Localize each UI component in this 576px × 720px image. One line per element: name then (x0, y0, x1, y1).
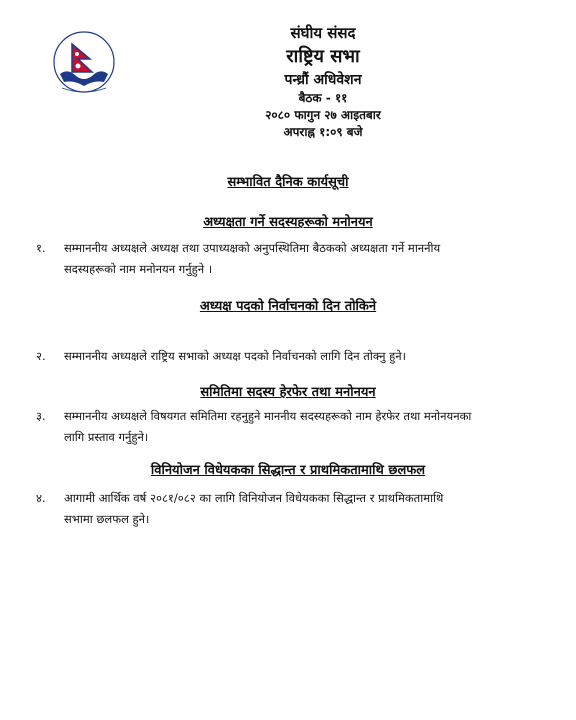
item-number: २. (36, 349, 46, 363)
header-time: अपराह्न १:०९ बजे (283, 125, 363, 139)
item-text-continued: सदस्यहरूको नाम मनोनयन गर्नुहुने । (64, 262, 213, 276)
agenda-item (36, 488, 522, 530)
item-text-continued: लागि प्रस्ताव गर्नुहुने। (64, 430, 149, 444)
item-text: सम्माननीय अध्यक्षले अध्यक्ष तथा उपाध्यक्षको अनुपस्थितिमा बैठकको अध्यक्षता गर्ने माननीय (64, 241, 441, 255)
header-assembly: राष्ट्रिय सभा (286, 46, 360, 67)
item-number: १. (36, 241, 46, 255)
agenda-item (36, 346, 522, 367)
section-title: विनियोजन विधेयकका सिद्धान्त र प्राथमिकतामाथि छलफल (150, 463, 426, 478)
item-number: ३. (36, 409, 46, 423)
header-date: २०८० फागुन २७ आइतबार (265, 108, 381, 122)
header-session: पन्ध्रौं अधिवेशन (284, 72, 362, 88)
section-title: समितिमा सदस्य हेरफेर तथा मनोनयन (200, 385, 376, 400)
document-header (130, 22, 576, 141)
item-text: सम्माननीय अध्यक्षले विषयगत समितिमा रहनुहुने माननीय सदस्यहरूको नाम हेरफेर तथा मनोनयनका (64, 409, 472, 423)
agenda-item (36, 406, 522, 448)
section-title: अध्यक्ष पदको निर्वाचनको दिन तोकिने (199, 299, 377, 314)
item-text: आगामी आर्थिक वर्ष २०८१/०८२ का लागि विनियोजन विधेयकका सिद्धान्त र प्राथमिकतामाथि (64, 491, 444, 505)
section-title: अध्यक्षता गर्ने सदस्यहरूको मनोनयन (203, 215, 373, 230)
agenda-title: सम्भावित दैनिक कार्यसूची (227, 175, 349, 190)
agenda-item (36, 238, 522, 280)
item-text: सम्माननीय अध्यक्षले राष्ट्रिय सभाको अध्यक्ष पदको निर्वाचनको लागि दिन तोक्नु हुने। (64, 349, 407, 363)
header-parliament: संघीय संसद (290, 24, 356, 42)
header-meeting: बैठक - ११ (298, 91, 348, 105)
item-text-continued: सभामा छलफल हुने। (64, 512, 150, 526)
item-number: ४. (36, 491, 46, 505)
